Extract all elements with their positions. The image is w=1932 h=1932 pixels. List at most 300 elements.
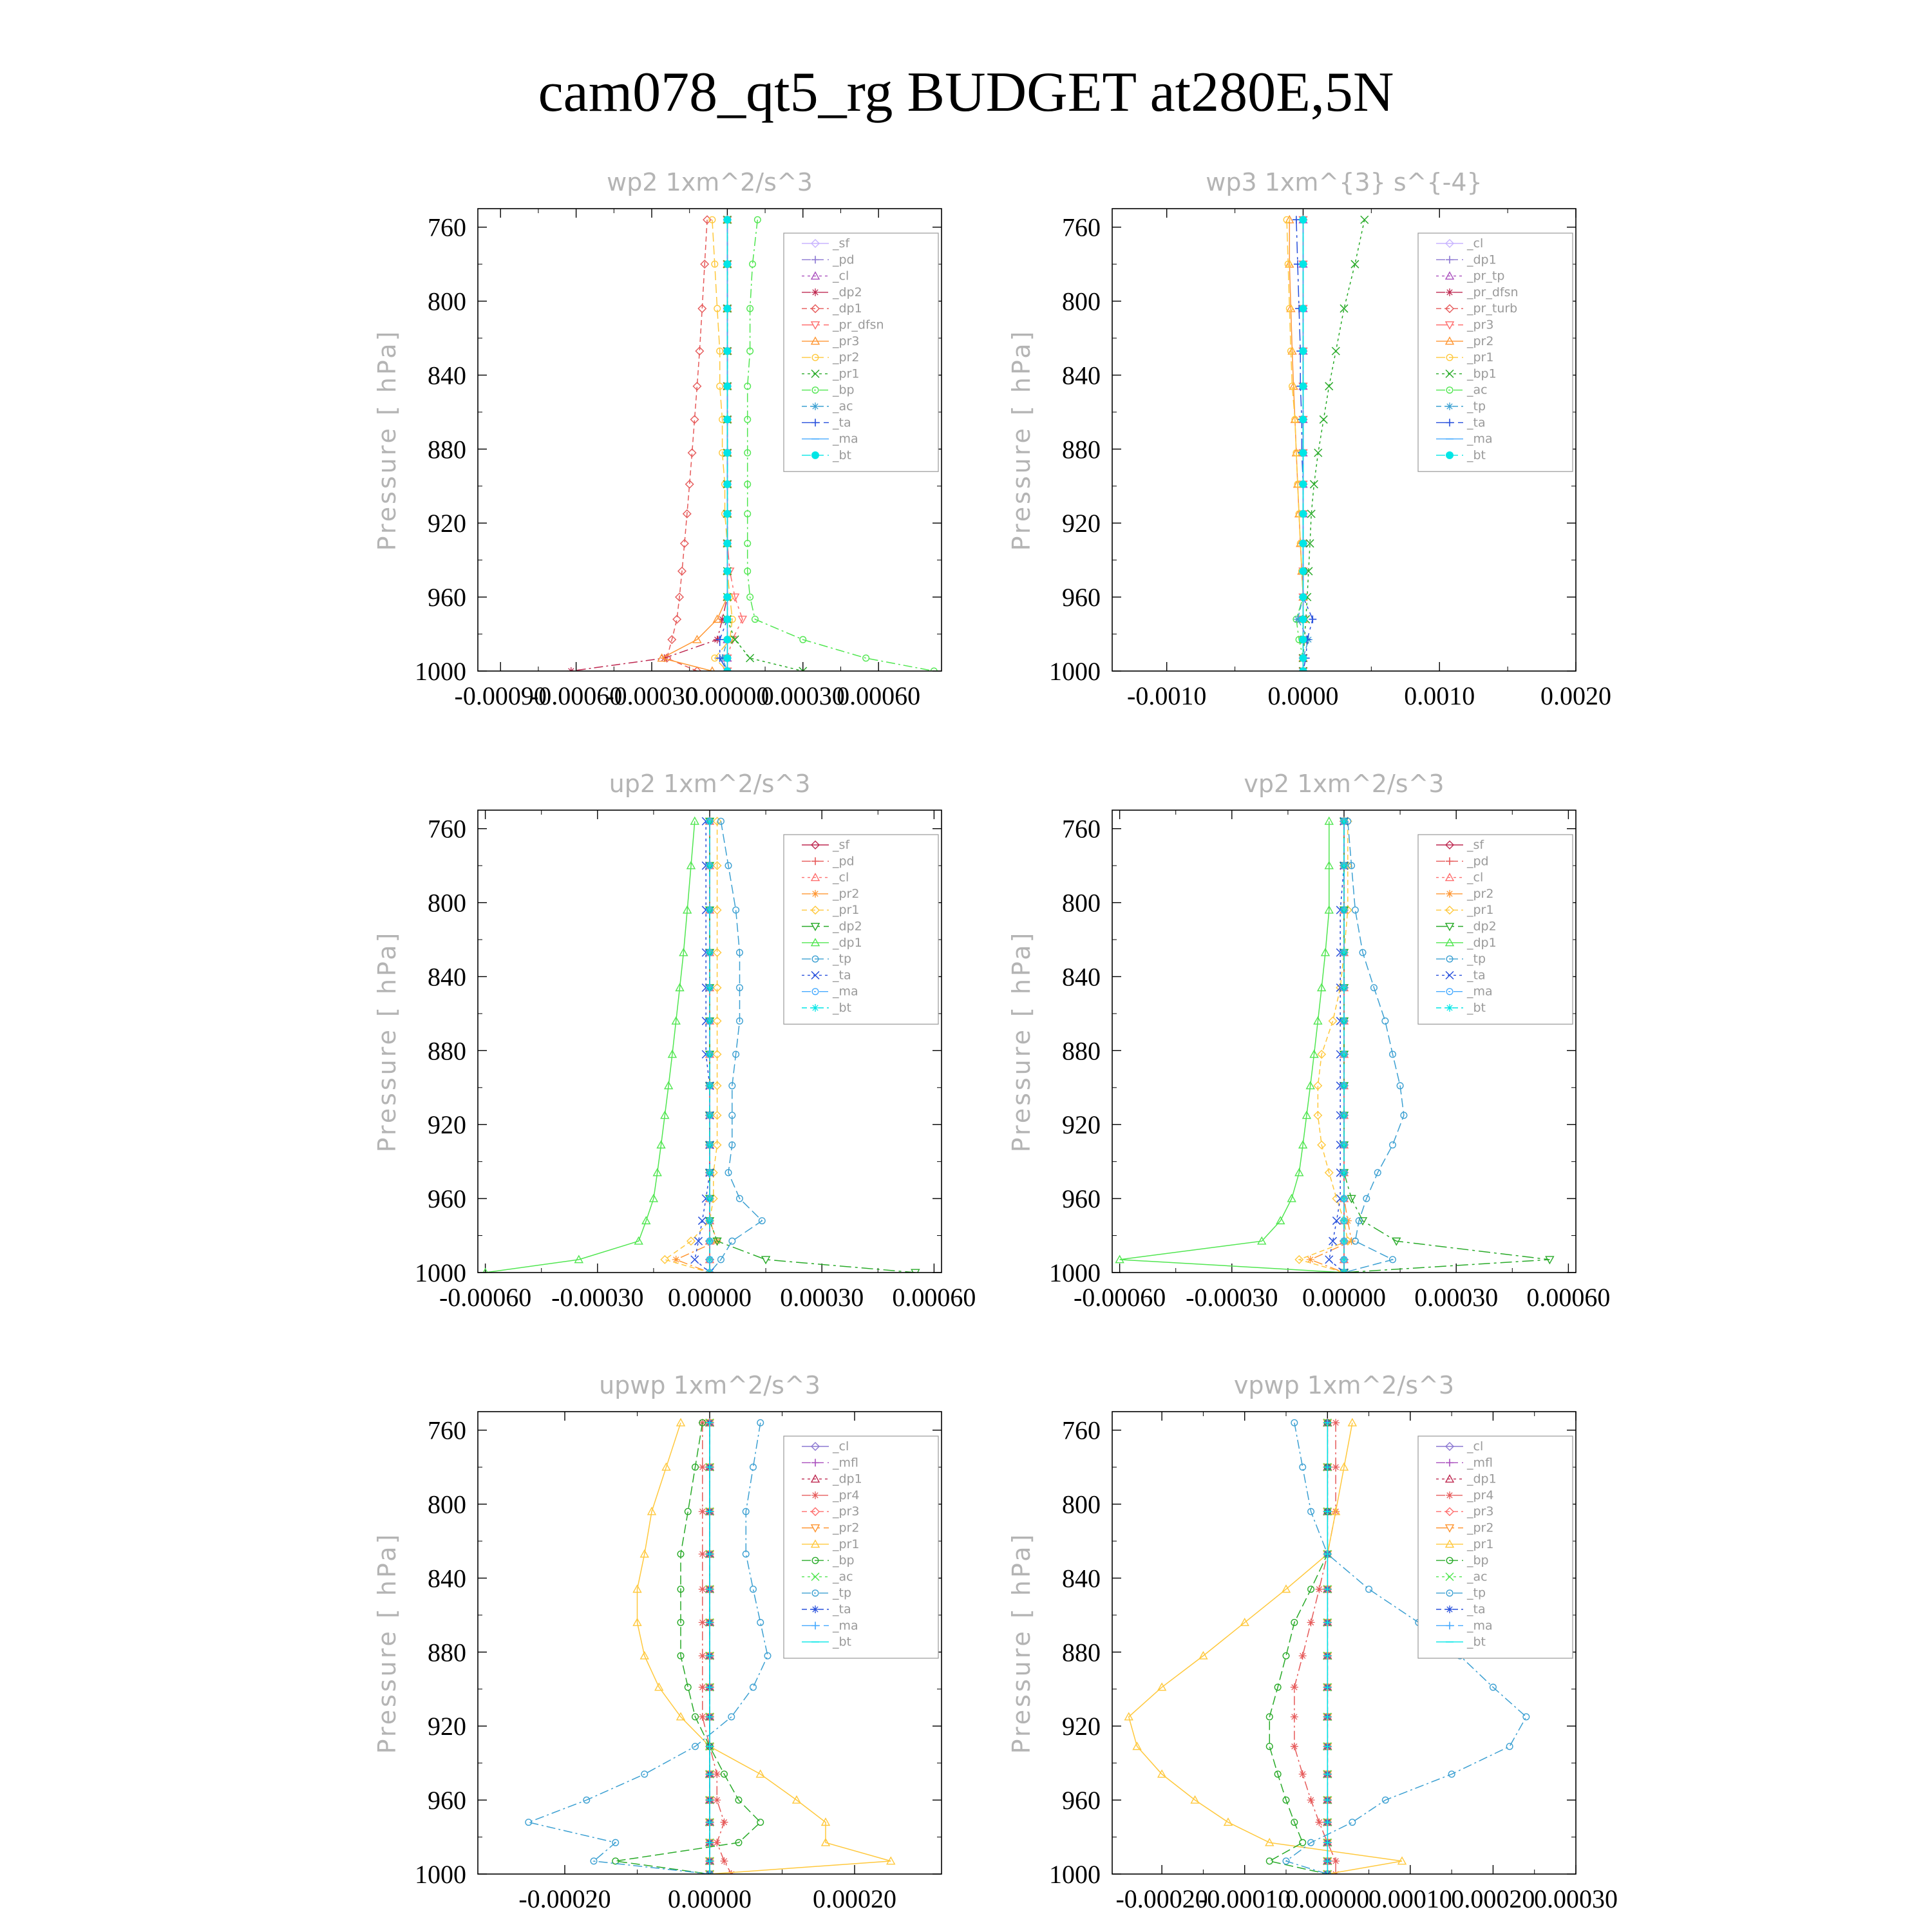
series-point	[1299, 654, 1307, 662]
x-tick-label: 0.00030	[761, 681, 845, 710]
legend-label: _pr4	[1467, 1488, 1494, 1502]
y-tick-label: 880	[1062, 1638, 1101, 1667]
y-axis-label: Pressure [ hPa]	[373, 1531, 401, 1754]
series-point	[1307, 1618, 1315, 1626]
legend-label: _tp	[833, 1586, 852, 1600]
legend-label: _ac	[1467, 383, 1488, 397]
series-point	[1349, 1819, 1356, 1826]
series-point	[723, 347, 731, 355]
legend	[784, 1436, 938, 1658]
series-point	[672, 1256, 680, 1264]
series-point	[1320, 415, 1327, 423]
series-point	[706, 817, 714, 825]
series-point	[1332, 1419, 1340, 1426]
series-point	[699, 1463, 706, 1471]
y-tick-label: 800	[428, 287, 466, 316]
x-tick-label: 0.00020	[813, 1884, 896, 1913]
legend-label: _pr1	[833, 366, 860, 381]
series-point	[1366, 1586, 1372, 1593]
legend-label: _dp1	[1467, 935, 1497, 950]
series-point	[706, 1082, 714, 1090]
x-tick-label: 0.00000	[668, 1884, 752, 1913]
series-line-dp2	[571, 220, 728, 671]
legend-label: _pd	[833, 252, 855, 267]
series-point	[661, 1256, 668, 1264]
y-tick-label: 880	[1062, 1036, 1101, 1066]
series-point	[1299, 480, 1307, 488]
series-point	[1299, 305, 1307, 312]
series-point	[526, 1819, 532, 1826]
series-line-pr1	[1299, 821, 1348, 1273]
x-tick-label: 0.0020	[1540, 681, 1611, 710]
x-tick-label: 0.0010	[1404, 681, 1475, 710]
series-line-ta	[695, 821, 710, 1273]
series-point	[723, 567, 731, 575]
series-point	[706, 1141, 714, 1149]
legend-marker	[1446, 402, 1454, 410]
series-point	[1361, 216, 1368, 223]
legend-label: _bt	[833, 1634, 852, 1649]
series-point	[1382, 1018, 1388, 1025]
legend-box	[784, 1436, 938, 1658]
legend-marker	[1446, 890, 1454, 898]
legend-label: _pr3	[1467, 317, 1494, 332]
legend-label: _bt	[1467, 448, 1486, 462]
series-point	[1332, 1463, 1340, 1471]
series-point	[699, 1586, 706, 1593]
series-point	[1291, 1683, 1298, 1691]
series-point	[1325, 383, 1333, 390]
legend-box	[784, 233, 938, 471]
x-tick-label: -0.00010	[1198, 1884, 1291, 1913]
x-tick-label: -0.00060	[529, 681, 623, 710]
panel-title: vpwp 1xm^2/s^3	[1233, 1371, 1455, 1399]
series-point	[1299, 383, 1307, 390]
series-point	[1332, 347, 1340, 355]
series-line-pr4	[703, 1423, 732, 1874]
legend-label: _pr4	[833, 1488, 860, 1502]
series-point	[723, 616, 731, 623]
panel-title: up2 1xm^2/s^3	[609, 770, 811, 798]
legend-label: _dp2	[833, 285, 862, 299]
legend-label: _pd	[833, 854, 855, 869]
legend-label: _bp	[833, 383, 855, 397]
x-tick-label: -0.00020	[1115, 1884, 1208, 1913]
panel-3	[373, 770, 976, 1312]
series-point	[1299, 1652, 1307, 1660]
legend-marker	[1446, 1492, 1454, 1499]
series-point	[1332, 1217, 1340, 1225]
series-point	[723, 216, 731, 223]
x-tick-label: 0.00060	[1526, 1283, 1611, 1312]
series-point	[1266, 1743, 1273, 1750]
series-point	[1390, 1142, 1396, 1148]
series-point	[706, 1195, 714, 1202]
series-point	[1340, 1237, 1348, 1245]
legend-label: _pd	[1467, 854, 1489, 869]
legend-label: _ma	[1467, 1618, 1493, 1633]
x-tick-label: -0.00020	[518, 1884, 611, 1913]
y-tick-label: 960	[1062, 1184, 1101, 1214]
series-point	[713, 1770, 721, 1778]
series-point	[691, 1256, 699, 1264]
x-tick-label: -0.00060	[439, 1283, 532, 1312]
legend-label: _bp	[833, 1553, 855, 1568]
legend-marker	[1446, 451, 1454, 459]
y-tick-label: 760	[428, 213, 466, 242]
series-point	[1300, 1839, 1306, 1846]
series-point	[706, 949, 714, 956]
series-point	[706, 1112, 714, 1119]
legend-label: _ma	[833, 431, 858, 446]
y-tick-label: 1000	[1049, 1258, 1101, 1287]
x-tick-label: 0.00020	[1451, 1884, 1535, 1913]
series-point	[1299, 260, 1307, 268]
legend-label: _bp1	[1467, 366, 1497, 381]
y-tick-label: 920	[428, 1110, 466, 1140]
x-tick-label: 0.00000	[685, 681, 770, 710]
series-point	[1340, 1217, 1348, 1225]
series-point	[699, 1508, 706, 1515]
legend-marker	[811, 1492, 819, 1499]
series-point	[1309, 616, 1316, 623]
series-line-pr2	[676, 821, 717, 1273]
series-point	[723, 510, 731, 518]
legend	[784, 835, 938, 1024]
series-point	[1332, 1195, 1340, 1202]
legend-label: _pr2	[1467, 334, 1494, 348]
legend-label: _cl	[1467, 236, 1484, 251]
series-line-tp	[1344, 821, 1404, 1273]
y-tick-label: 840	[1062, 361, 1101, 390]
legend-label: _mfl	[1467, 1455, 1493, 1470]
series-line-tp	[529, 1423, 768, 1874]
series-line-pr2	[712, 220, 732, 671]
y-tick-label: 840	[428, 962, 466, 992]
series-point	[1291, 1713, 1298, 1721]
legend-label: _tp	[833, 952, 852, 967]
series-point	[1299, 567, 1307, 575]
legend-label: _dp2	[833, 919, 862, 934]
y-tick-label: 760	[1062, 1416, 1101, 1445]
legend-label: _tp	[1467, 952, 1486, 967]
y-tick-label: 1000	[415, 657, 466, 686]
legend-label: _ta	[1467, 1602, 1486, 1616]
series-line-ta	[1329, 821, 1344, 1273]
series-point	[1340, 949, 1348, 956]
y-tick-label: 800	[428, 888, 466, 918]
legend-label: _dp1	[1467, 1472, 1497, 1486]
legend-label: _ac	[833, 1569, 853, 1584]
series-point	[1299, 1770, 1307, 1778]
legend-label: _dp1	[833, 301, 862, 316]
legend-label: _pr_tp	[1467, 269, 1505, 283]
y-tick-label: 960	[428, 583, 466, 612]
series-point	[1299, 216, 1307, 223]
series-line-bp	[1269, 1423, 1327, 1874]
series-point	[706, 906, 714, 914]
series-point	[1340, 1141, 1348, 1149]
y-tick-label: 880	[1062, 435, 1101, 464]
y-tick-label: 960	[1062, 583, 1101, 612]
legend-label: _ma	[833, 1618, 858, 1633]
series-point	[757, 1620, 764, 1626]
legend-label: _ma	[1467, 431, 1493, 446]
series-point	[723, 383, 731, 390]
y-tick-label: 800	[428, 1490, 466, 1519]
series-point	[1329, 1237, 1337, 1245]
legend-label: _pr_turb	[1467, 301, 1518, 316]
legend-label: _ta	[833, 1602, 851, 1616]
series-point	[1340, 906, 1348, 914]
legend-label: _sf	[833, 236, 850, 251]
x-tick-label: -0.0010	[1127, 681, 1207, 710]
series-point	[713, 1796, 721, 1804]
legend-label: _dp1	[1467, 252, 1497, 267]
legend-label: _pr2	[1467, 886, 1494, 901]
legend-marker	[811, 451, 819, 459]
y-axis-label: Pressure [ hPa]	[373, 930, 401, 1153]
legend-label: _sf	[833, 838, 850, 852]
series-line-bp1	[1303, 220, 1365, 671]
y-tick-label: 760	[428, 814, 466, 844]
legend-label: _pr_dfsn	[833, 317, 884, 332]
legend-marker	[811, 890, 819, 898]
series-point	[699, 1550, 706, 1558]
x-tick-label: 0.00030	[1534, 1884, 1618, 1913]
x-tick-label: 0.00030	[1414, 1283, 1499, 1312]
legend-label: _pr1	[1467, 350, 1494, 365]
series-point	[1340, 1195, 1348, 1202]
series-point	[695, 1237, 703, 1245]
y-axis-label: Pressure [ hPa]	[1007, 930, 1036, 1153]
panel-1	[373, 168, 942, 710]
x-tick-label: 0.00030	[780, 1283, 864, 1312]
series-point	[1340, 1017, 1348, 1025]
y-tick-label: 960	[428, 1786, 466, 1815]
legend-label: _tp	[1467, 1586, 1486, 1600]
series-point	[723, 654, 731, 662]
y-tick-label: 760	[1062, 814, 1101, 844]
legend-label: _sf	[1467, 838, 1484, 852]
legend-label: _dp2	[1467, 919, 1497, 934]
series-line-dp1	[1120, 821, 1344, 1273]
y-tick-label: 1000	[1049, 1860, 1101, 1889]
series-point	[746, 654, 754, 662]
legend-label: _pr2	[833, 1520, 860, 1535]
panels	[373, 168, 1618, 1913]
y-tick-label: 1000	[1049, 657, 1101, 686]
panel-5	[373, 1371, 942, 1913]
legend-label: _cl	[833, 269, 849, 283]
legend	[1418, 233, 1573, 471]
series-point	[1332, 1857, 1340, 1865]
x-tick-label: 0.0000	[1267, 681, 1339, 710]
series-point	[721, 1857, 728, 1865]
series-point	[1291, 1743, 1298, 1750]
legend-label: _cl	[833, 870, 849, 885]
series-point	[1340, 984, 1348, 992]
series-point	[706, 1169, 714, 1177]
series-point	[1299, 510, 1307, 518]
x-tick-label: 0.00010	[1368, 1884, 1452, 1913]
y-tick-label: 800	[1062, 888, 1101, 918]
legend-label: _ma	[833, 984, 858, 999]
panel-2	[1007, 168, 1611, 710]
series-line-pr1	[1129, 1423, 1402, 1874]
y-tick-label: 1000	[415, 1860, 466, 1889]
panel-title: upwp 1xm^2/s^3	[599, 1371, 820, 1399]
series-point	[698, 1217, 706, 1225]
y-tick-label: 920	[428, 509, 466, 538]
legend-marker	[811, 1004, 819, 1012]
series-point	[723, 260, 731, 268]
legend	[1418, 1436, 1573, 1658]
series-point	[1299, 616, 1307, 623]
series-line-pr4	[1294, 1423, 1336, 1874]
panel-title: wp2 1xm^2/s^3	[607, 168, 813, 196]
legend-box	[1418, 1436, 1573, 1658]
x-tick-label: -0.00060	[1073, 1283, 1166, 1312]
series-point	[1351, 260, 1359, 268]
y-tick-label: 920	[428, 1712, 466, 1741]
y-tick-label: 840	[1062, 1564, 1101, 1593]
series-point	[1299, 449, 1307, 457]
legend-label: _ta	[833, 415, 851, 430]
y-tick-label: 840	[1062, 962, 1101, 992]
series-point	[706, 1256, 714, 1264]
series-point	[706, 1217, 714, 1225]
series-point	[699, 1618, 706, 1626]
legend-label: _ac	[833, 399, 853, 413]
y-tick-label: 960	[428, 1184, 466, 1214]
legend-label: _pr3	[833, 1504, 860, 1519]
legend-label: _ma	[1467, 984, 1493, 999]
series-line-bp	[616, 1423, 761, 1874]
panel-4	[1007, 770, 1610, 1312]
legend-label: _bt	[1467, 1634, 1486, 1649]
series-point	[723, 415, 731, 423]
y-tick-label: 760	[428, 1416, 466, 1445]
series-point	[1266, 1858, 1273, 1864]
legend-label: _pr3	[833, 334, 860, 348]
legend-label: _pr2	[833, 886, 860, 901]
legend-label: _ta	[833, 968, 851, 983]
series-line-dp1	[486, 821, 695, 1273]
series-line-ta	[1296, 220, 1312, 671]
x-tick-label: 0.00000	[668, 1283, 752, 1312]
y-tick-label: 800	[1062, 1490, 1101, 1519]
panel-title: wp3 1xm^{3} s^{-4}	[1206, 168, 1482, 196]
series-point	[1340, 1169, 1348, 1177]
series-point	[750, 1684, 757, 1690]
y-tick-label: 1000	[415, 1258, 466, 1287]
y-tick-label: 840	[428, 361, 466, 390]
legend-label: _pr2	[1467, 1520, 1494, 1535]
legend-label: _cl	[833, 1439, 849, 1454]
legend-label: _pr1	[1467, 1537, 1494, 1551]
legend-marker	[811, 402, 819, 410]
series-line-pr3	[662, 220, 728, 671]
x-tick-label: -0.00030	[1186, 1283, 1278, 1312]
series-point	[699, 1683, 706, 1691]
legend-label: _mfl	[833, 1455, 858, 1470]
series-point	[1299, 540, 1307, 547]
series-point	[1299, 347, 1307, 355]
y-tick-label: 920	[1062, 1110, 1101, 1140]
series-point	[721, 1819, 728, 1826]
series-point	[1340, 305, 1348, 312]
y-tick-label: 880	[428, 1036, 466, 1066]
series-point	[1340, 1050, 1348, 1058]
panel-6	[1007, 1371, 1618, 1913]
series-line-dp1	[667, 220, 708, 671]
panel-title: vp2 1xm^2/s^3	[1244, 770, 1444, 798]
series-point	[723, 480, 731, 488]
y-tick-label: 880	[428, 1638, 466, 1667]
series-point	[706, 1050, 714, 1058]
series-point	[1340, 817, 1348, 825]
series-point	[699, 1652, 706, 1660]
legend-label: _bt	[833, 1001, 852, 1015]
series-point	[1325, 1256, 1333, 1264]
series-line-pr2	[1311, 821, 1352, 1273]
x-tick-label: -0.00030	[605, 681, 698, 710]
series-point	[706, 1017, 714, 1025]
x-tick-label: 0.00000	[1302, 1283, 1386, 1312]
series-point	[1314, 449, 1322, 457]
x-tick-label: 0.00060	[892, 1283, 976, 1312]
x-tick-label: 0.00000	[1285, 1884, 1370, 1913]
legend	[1418, 835, 1573, 1024]
x-tick-label: 0.00060	[837, 681, 921, 710]
series-point	[1506, 1743, 1513, 1750]
legend-label: _ac	[1467, 1569, 1488, 1584]
series-point	[757, 1819, 764, 1826]
series-point	[706, 862, 714, 869]
legend-label: _ta	[1467, 968, 1486, 983]
series-point	[1299, 415, 1307, 423]
series-point	[1523, 1714, 1530, 1720]
series-point	[1283, 1653, 1289, 1659]
legend-marker	[1446, 1004, 1454, 1012]
series-point	[723, 305, 731, 312]
legend	[784, 233, 938, 471]
legend-label: _dp1	[833, 1472, 862, 1486]
x-tick-label: -0.00090	[454, 681, 547, 710]
y-tick-label: 800	[1062, 287, 1101, 316]
y-tick-label: 920	[1062, 1712, 1101, 1741]
series-point	[1315, 1586, 1323, 1593]
legend-label: _dp1	[833, 935, 862, 950]
legend-label: _ta	[1467, 415, 1486, 430]
figure-title: cam078_qt5_rg BUDGET at280E,5N	[538, 61, 1394, 124]
series-point	[706, 1237, 714, 1245]
legend-label: _bt	[833, 448, 852, 462]
legend-marker	[1446, 1605, 1454, 1613]
series-line-pr1	[1287, 220, 1303, 671]
series-point	[1299, 636, 1307, 643]
y-tick-label: 880	[428, 435, 466, 464]
y-axis-label: Pressure [ hPa]	[1007, 1531, 1036, 1754]
y-tick-label: 840	[428, 1564, 466, 1593]
legend-label: _pr1	[833, 903, 860, 918]
y-tick-label: 920	[1062, 509, 1101, 538]
series-point	[677, 1419, 685, 1426]
legend-marker	[811, 1605, 819, 1613]
y-tick-label: 760	[1062, 213, 1101, 242]
y-axis-label: Pressure [ hPa]	[373, 328, 401, 551]
